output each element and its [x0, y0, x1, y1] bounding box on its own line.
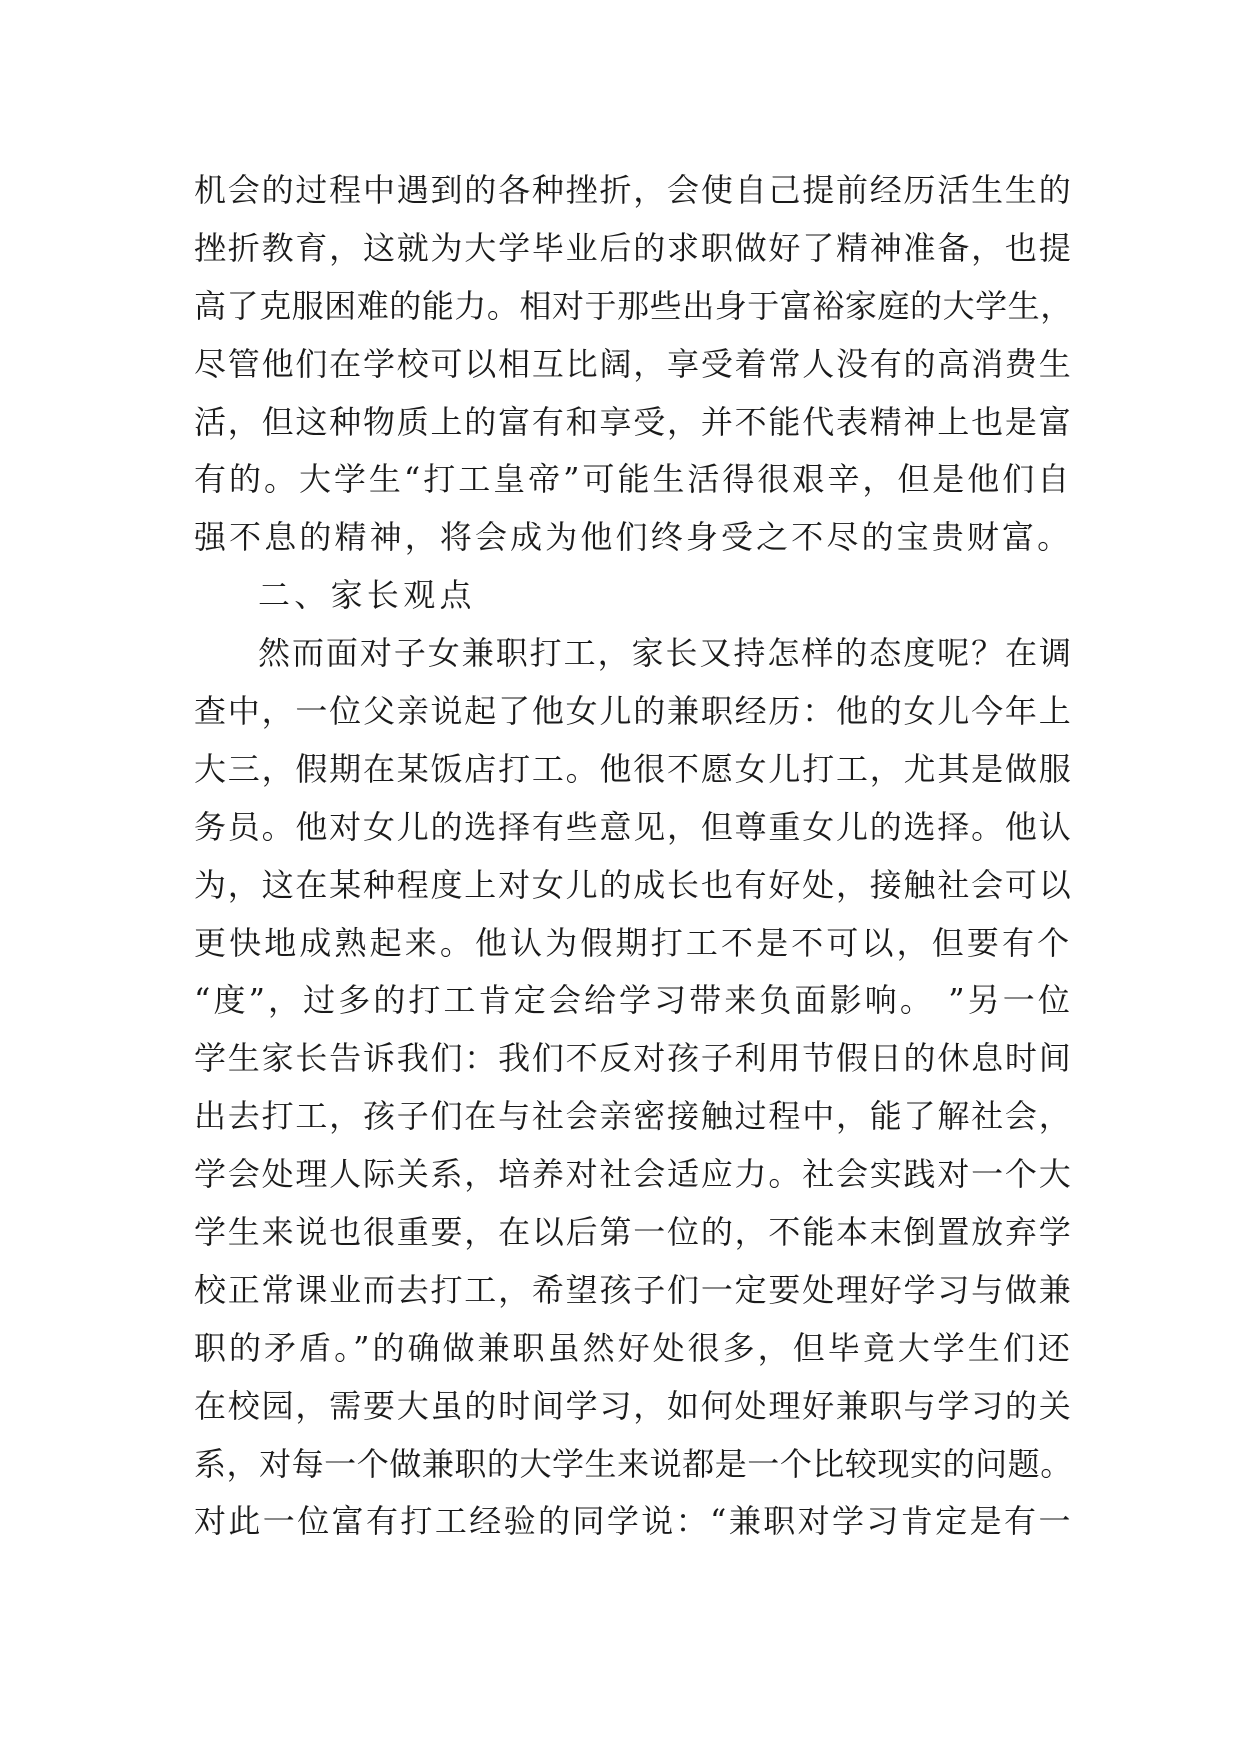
- text-line: 对此一位富有打工经验的同学说：“兼职对学习肯定是有一: [194, 1502, 1073, 1541]
- text-line: 出去打工，孩子们在与社会亲密接触过程中，能了解社会，: [194, 1097, 1073, 1136]
- text-line: 更快地成熟起来。他认为假期打工不是不可以，但要有个: [194, 923, 1073, 962]
- text-line: 职的矛盾。”的确做兼职虽然好处很多，但毕竟大学生们还: [194, 1328, 1073, 1367]
- text-line: 然而面对子女兼职打工，家长又持怎样的态度呢？在调: [258, 634, 1074, 673]
- text-line: 有的。大学生“打工皇帝”可能生活得很艰辛，但是他们自: [194, 460, 1073, 499]
- text-line: 学生家长告诉我们：我们不反对孩子利用节假日的休息时间: [194, 1039, 1073, 1078]
- text-line: 查中，一位父亲说起了他女儿的兼职经历：他的女儿今年上: [194, 692, 1073, 731]
- text-line: 强不息的精神，将会成为他们终身受之不尽的宝贵财富。: [194, 518, 1073, 557]
- text-line: 学会处理人际关系，培养对社会适应力。社会实践对一个大: [194, 1155, 1073, 1194]
- text-line: “度”，过多的打工肯定会给学习带来负面影响。 ”另一位: [194, 981, 1074, 1020]
- body-text: [194, 162, 1074, 1551]
- text-line: 活，但这种物质上的富有和享受，并不能代表精神上也是富: [194, 402, 1073, 441]
- text-line: 挫折教育，这就为大学毕业后的求职做好了精神准备，也提: [194, 228, 1073, 267]
- text-line: 学生来说也很重要，在以后第一位的，不能本末倒置放弃学: [194, 1213, 1073, 1252]
- text-line: 高了克服困难的能力。相对于那些出身于富裕家庭的大学生，: [194, 286, 1073, 325]
- text-line: 大三，假期在某饭店打工。他很不愿女儿打工，尤其是做服: [194, 749, 1073, 788]
- section-heading: 二、家长观点: [258, 576, 476, 615]
- text-line: 务员。他对女儿的选择有些意见，但尊重女儿的选择。他认: [194, 807, 1073, 846]
- text-line: 系，对每一个做兼职的大学生来说都是一个比较现实的问题。: [194, 1444, 1073, 1483]
- text-line: 尽管他们在学校可以相互比阔，享受着常人没有的高消费生: [194, 344, 1073, 383]
- text-line: 机会的过程中遇到的各种挫折，会使自己提前经历活生生的: [194, 171, 1073, 209]
- text-line: 在校园，需要大虽的时间学习，如何处理好兼职与学习的关: [194, 1386, 1073, 1425]
- text-line: 校正常课业而去打工，希望孩子们一定要处理好学习与做兼: [194, 1270, 1073, 1309]
- text-line: 为，这在某种程度上对女儿的成长也有好处，接触社会可以: [194, 865, 1073, 904]
